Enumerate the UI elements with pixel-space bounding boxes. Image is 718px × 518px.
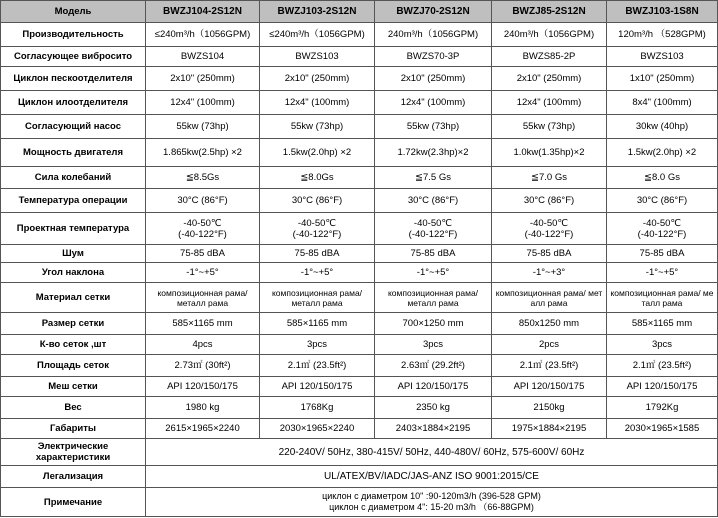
table-row: [1, 313, 718, 335]
table-row: [1, 355, 718, 377]
table-cell: ≦7.5 Gs: [375, 167, 492, 189]
table-cell: 12x4" (100mm): [375, 91, 492, 115]
cell-line: композиционная рама/ мет: [495, 287, 603, 298]
row-label: Шум: [1, 245, 146, 263]
cell-line: -40-50℃: [529, 217, 569, 229]
table-cell: [146, 283, 260, 313]
header-row: [1, 1, 718, 23]
table-row: [1, 397, 718, 419]
note-line: циклон с диаметром 10" :90-120m3/h (396-528 GPM): [322, 491, 541, 501]
table-cell: 12x4" (100mm): [260, 91, 375, 115]
table-cell: 2.1㎡ (23.5ft²): [260, 355, 375, 377]
table-cell: API 120/150/175: [260, 377, 375, 397]
table-cell: 12x4" (100mm): [492, 91, 607, 115]
table-cell: 1980 kg: [146, 397, 260, 419]
table-cell: 8x4" (100mm): [607, 91, 718, 115]
table-cell: 2.1㎡ (23.5ft²): [607, 355, 718, 377]
table-cell: 2.73㎡ (30ft²): [146, 355, 260, 377]
table-cell: 3pcs: [375, 335, 492, 355]
table-cell: BWZS70-3P: [375, 47, 492, 67]
table-cell: 30°C (86°F): [260, 189, 375, 213]
table-cell: [146, 213, 260, 245]
cell-line: (-40-122°F): [524, 228, 574, 240]
cell-line: металл рама: [291, 297, 343, 308]
row-label: Электрические характеристики: [1, 439, 146, 466]
table-cell: 4pcs: [146, 335, 260, 355]
row-label: Габариты: [1, 419, 146, 439]
table-row: [1, 23, 718, 47]
table-cell: ≤240m³/h（1056GPM): [260, 23, 375, 47]
table-cell: 3pcs: [607, 335, 718, 355]
table-cell: 700×1250 mm: [375, 313, 492, 335]
row-label: Согласующее вибросито: [1, 47, 146, 67]
table-cell: 2x10" (250mm): [375, 67, 492, 91]
note-row: [1, 488, 718, 517]
table-cell: ≦8.0 Gs: [607, 167, 718, 189]
table-cell: 12x4" (100mm): [146, 91, 260, 115]
table-row: [1, 91, 718, 115]
table-cell: 2x10" (250mm): [492, 67, 607, 91]
table-cell: 30kw (40hp): [607, 115, 718, 139]
table-row: [1, 245, 718, 263]
row-label: Циклон пескоотделителя: [1, 67, 146, 91]
table-cell: -1°~+5°: [375, 263, 492, 283]
table-cell: 30°C (86°F): [375, 189, 492, 213]
table-cell: API 120/150/175: [492, 377, 607, 397]
model-header: BWZJ104-2S12N: [146, 1, 260, 23]
table-cell: 850x1250 mm: [492, 313, 607, 335]
cell-line: алл рама: [530, 297, 568, 308]
row-label: Размер сетки: [1, 313, 146, 335]
table-cell: 2030×1965×1585: [607, 419, 718, 439]
table-row: [1, 189, 718, 213]
table-cell: [375, 213, 492, 245]
cell-line: (-40-122°F): [408, 228, 458, 240]
row-label: Циклон илоотделителя: [1, 91, 146, 115]
table-cell: -1°~+5°: [607, 263, 718, 283]
table-row: [1, 263, 718, 283]
row-label: Сила колебаний: [1, 167, 146, 189]
table-cell: 2150kg: [492, 397, 607, 419]
table-cell: 55kw (73hp): [260, 115, 375, 139]
table-cell: 585×1165 mm: [146, 313, 260, 335]
row-label: Проектная температура: [1, 213, 146, 245]
table-row: [1, 167, 718, 189]
row-label: Площадь сеток: [1, 355, 146, 377]
cell-line: (-40-122°F): [178, 228, 227, 240]
cell-line: (-40-122°F): [292, 228, 342, 240]
cell-line: композиционная рама/: [271, 287, 363, 298]
table-cell: 585×1165 mm: [260, 313, 375, 335]
table-cell: 1.0kw(1.35hp)×2: [492, 139, 607, 167]
table-cell: ≦8.5Gs: [146, 167, 260, 189]
model-header: BWZJ70-2S12N: [375, 1, 492, 23]
table-row: [1, 47, 718, 67]
table-cell: -1°~+5°: [260, 263, 375, 283]
table-row: [1, 139, 718, 167]
table-cell: 1975×1884×2195: [492, 419, 607, 439]
table-cell: ≤240m³/h（1056GPM): [146, 23, 260, 47]
table-cell: 30°C (86°F): [146, 189, 260, 213]
model-header: BWZJ103-2S12N: [260, 1, 375, 23]
table-cell: 2030×1965×2240: [260, 419, 375, 439]
table-row: [1, 377, 718, 397]
cell-line: -40-50℃: [642, 217, 682, 229]
certification-row: [1, 466, 718, 488]
table-cell: 2615×1965×2240: [146, 419, 260, 439]
table-cell: 75-85 dBA: [607, 245, 718, 263]
table-cell: ≦8.0Gs: [260, 167, 375, 189]
table-cell: 1.72kw(2.3hp)×2: [375, 139, 492, 167]
table-row: [1, 115, 718, 139]
table-cell: 2x10" (250mm): [146, 67, 260, 91]
table-row: [1, 335, 718, 355]
cell-line: -40-50℃: [183, 217, 222, 229]
table-cell: BWZS104: [146, 47, 260, 67]
table-cell: 55kw (73hp): [375, 115, 492, 139]
table-cell: 2.63㎡ (29.2ft²): [375, 355, 492, 377]
table-cell: API 120/150/175: [146, 377, 260, 397]
table-cell: 75-85 dBA: [492, 245, 607, 263]
table-cell: 120m³/h （528GPM): [607, 23, 718, 47]
table-cell: 2.1㎡ (23.5ft²): [492, 355, 607, 377]
row-label: Производительность: [1, 23, 146, 47]
table-cell: 75-85 dBA: [260, 245, 375, 263]
row-label: К-во сеток ,шт: [1, 335, 146, 355]
row-label: Легализация: [1, 466, 146, 488]
table-cell: -1°~+3°: [492, 263, 607, 283]
cell-line: композиционная рама/ ме: [610, 287, 714, 298]
table-cell: API 120/150/175: [607, 377, 718, 397]
table-cell: [607, 213, 718, 245]
row-label: Примечание: [1, 488, 146, 517]
cell-line: металл рама: [176, 297, 229, 308]
row-label: Температура операции: [1, 189, 146, 213]
cell-line: композиционная рама/: [387, 287, 479, 298]
table-cell: 55kw (73hp): [492, 115, 607, 139]
table-cell: [260, 283, 375, 313]
table-row: [1, 213, 718, 245]
table-cell: BWZS85-2P: [492, 47, 607, 67]
table-cell: 240m³/h（1056GPM): [375, 23, 492, 47]
table-cell: 55kw (73hp): [146, 115, 260, 139]
cell-line: -40-50℃: [297, 217, 337, 229]
note-value: [146, 488, 718, 517]
table-cell: 3pcs: [260, 335, 375, 355]
certification-value: UL/ATEX/BV/IADC/JAS-ANZ ISO 9001:2015/CE: [146, 466, 718, 488]
cell-line: композиционная рама/: [157, 287, 248, 298]
table-cell: [260, 213, 375, 245]
table-cell: API 120/150/175: [375, 377, 492, 397]
table-cell: 30°C (86°F): [492, 189, 607, 213]
table-cell: [492, 283, 607, 313]
table-row: [1, 67, 718, 91]
model-header: BWZJ103-1S8N: [607, 1, 718, 23]
table-cell: 75-85 dBA: [375, 245, 492, 263]
table-row: [1, 419, 718, 439]
cell-line: металл рама: [407, 297, 459, 308]
table-cell: [375, 283, 492, 313]
table-cell: [607, 283, 718, 313]
table-cell: BWZS103: [607, 47, 718, 67]
table-cell: 1.865kw(2.5hp) ×2: [146, 139, 260, 167]
row-label: Вес: [1, 397, 146, 419]
electrical-row: [1, 439, 718, 466]
cell-line: талл рама: [641, 297, 683, 308]
table-cell: 240m³/h（1056GPM): [492, 23, 607, 47]
table-cell: 2403×1884×2195: [375, 419, 492, 439]
cell-line: (-40-122°F): [637, 228, 687, 240]
table-cell: 1.5kw(2.0hp) ×2: [260, 139, 375, 167]
header-label: Модель: [1, 1, 146, 23]
table-cell: 2350 kg: [375, 397, 492, 419]
row-label: Мощность двигателя: [1, 139, 146, 167]
table-cell: 2x10" (250mm): [260, 67, 375, 91]
row-label: Угол наклона: [1, 263, 146, 283]
row-label: Меш сетки: [1, 377, 146, 397]
table-cell: ≦7.0 Gs: [492, 167, 607, 189]
table-cell: -1°~+5°: [146, 263, 260, 283]
table-cell: 1.5kw(2.0hp) ×2: [607, 139, 718, 167]
note-line: циклон с диаметром 4": 15-20 m3/h （66-88GPM): [329, 502, 534, 512]
table-cell: 585×1165 mm: [607, 313, 718, 335]
table-cell: 75-85 dBA: [146, 245, 260, 263]
table-cell: 2pcs: [492, 335, 607, 355]
model-header: BWZJ85-2S12N: [492, 1, 607, 23]
table-cell: 1x10" (250mm): [607, 67, 718, 91]
table-cell: 30°C (86°F): [607, 189, 718, 213]
table-cell: 1792Kg: [607, 397, 718, 419]
cell-line: -40-50℃: [413, 217, 453, 229]
row-label: Материал сетки: [1, 283, 146, 313]
table-cell: 1768Kg: [260, 397, 375, 419]
electrical-value: 220-240V/ 50Hz, 380-415V/ 50Hz, 440-480V/ 60Hz, 575-600V/ 60Hz: [146, 439, 718, 466]
table-cell: [492, 213, 607, 245]
table-cell: BWZS103: [260, 47, 375, 67]
row-label: Согласующий насос: [1, 115, 146, 139]
table-row: [1, 283, 718, 313]
